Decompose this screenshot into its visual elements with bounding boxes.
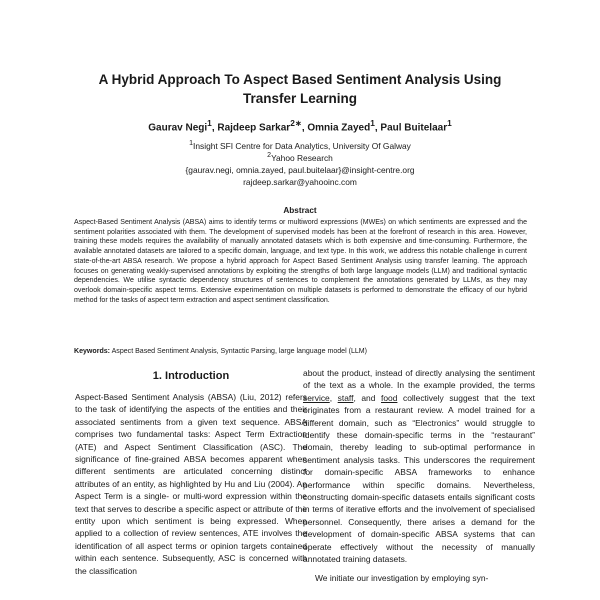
affiliation-mark: 1 (189, 140, 194, 147)
author-name: Omnia Zayed (307, 122, 371, 134)
right-column (303, 367, 535, 584)
intro-paragraph-left: Aspect-Based Sentiment Analysis (ABSA) (Liu, 2012) refers to the task of identifying the aspects of the entities and their associated sentiments from a given text sequence. ABSA comprises two fundamental tasks: Aspect Term Extraction (ATE) and Aspect Sentiment Classification (ASC). The significance of fine-grained ABSA becomes apparent when different sentiments are articulated concerning distinct attributes of an entity, as highlighted by Hu and Liu (2004). An Aspect Term is a single- or multi-word expression within the text that serves to describe a specific aspect or attribute of the entity upon which sentiment is being expressed. When applied to a collection of review sentences, ATE involves the identification of all aspect terms or opinion targets contained within each sentence. Subsequently, ASC is concerned with the classification (75, 392, 307, 576)
aspect-term-staff: staff (337, 392, 354, 403)
title-line-2: Transfer Learning (242, 91, 358, 106)
title-line-1: A Hybrid Approach To Aspect Based Sentiment Analysis Using (98, 72, 502, 87)
right-text-a: about the product, instead of directly analysing the sentiment of the text as a whole. In the example provided, the terms (303, 368, 535, 391)
author-affiliation-mark: 1 (447, 118, 452, 128)
affiliation-text: Yahoo Research (271, 152, 333, 163)
section-heading-introduction: 1. Introduction (152, 370, 230, 382)
aspect-term-service: service (303, 392, 330, 403)
left-column (75, 391, 307, 577)
separator: , (329, 392, 333, 403)
keywords-label: Keywords: (74, 348, 111, 355)
paper-title (40, 70, 560, 108)
right-text-b: collectively suggest that the text originates from a restaurant review. A model trained for a different domain, such as “Electronics” would struggle to identify these domain-specific terms in the “restaurant” domain, thereby leading to sub-optimal performance in sentiment analysis tasks. This underscores the requirement for domain-specific ABSA frameworks to enhance performance within specific domains. Nevertheless, constructing domain-specific datasets entails significant costs in terms of iterative efforts and the involvement of specialised personnel. Consequently, there arises a demand for the development of domain-specific ABSA systems that can operate effectively without the necessity of manually annotated training datasets. (303, 392, 535, 565)
author-name: Paul Buitelaar (380, 122, 448, 134)
author-list: Gaurav Negi$^1$, Rajdeep Sarkar$^{2∗}$, Omnia Zayed$^1$, Paul Buitelaar$^1$ (148, 118, 452, 134)
intro-paragraph-right (303, 367, 535, 566)
email-line-2: rajdeep.sarkar@yahooinc.com (243, 177, 357, 187)
abstract-heading: Abstract (283, 206, 317, 215)
affiliation-text: Insight SFI Centre for Data Analytics, University Of Galway (193, 140, 411, 151)
author-affiliation-mark: 1 (370, 118, 375, 128)
keywords-text: Aspect Based Sentiment Analysis, Syntactic Parsing, large language model (LLM) (111, 348, 367, 355)
author-name: Rajdeep Sarkar (217, 122, 291, 134)
abstract-body: Aspect-Based Sentiment Analysis (ABSA) aims to identify terms or multiword expressions (MWEs) on which sentiments are expressed and the sentiment polarities associated with them. The development of supervised models has been at the forefront of research in this area. However, training these models requires the availability of manually annotated datasets which is both expensive and time-consuming. Furthermore, the available annotated datasets are tailored to a specific domain, language, and text type. In this work, we address this notable challenge in current state-of-the-art ABSA research. We propose a hybrid approach for Aspect Based Sentiment Analysis using transfer learning. The approach focuses on generating weakly-supervised annotations by exploiting the strengths of both large language models (LLM) and traditional syntactic dependencies. We utilise syntactic dependency structures of sentences to complement the annotations generated by LLMs, as they may overlook domain-specific aspect terms. Extensive experimentation on multiple datasets is performed to demonstrate the efficacy of our hybrid method for the tasks of aspect term extraction and aspect sentiment classification. (74, 219, 527, 304)
intro-paragraph-right-2: We initiate our investigation by employing syn- (315, 572, 489, 583)
author-affiliation-mark: 2∗ (290, 118, 302, 128)
affiliation-mark: 2 (267, 152, 272, 159)
email-line-1: {gaurav.negi, omnia.zayed, paul.buitelaar}@insight-centre.org (185, 165, 415, 175)
author-affiliation-mark: 1 (207, 118, 212, 128)
aspect-term-food: food (381, 392, 398, 403)
separator: , and (353, 392, 376, 403)
keywords-line (74, 348, 527, 355)
affiliation-2 (40, 150, 560, 164)
author-name: Gaurav Negi (148, 122, 208, 134)
